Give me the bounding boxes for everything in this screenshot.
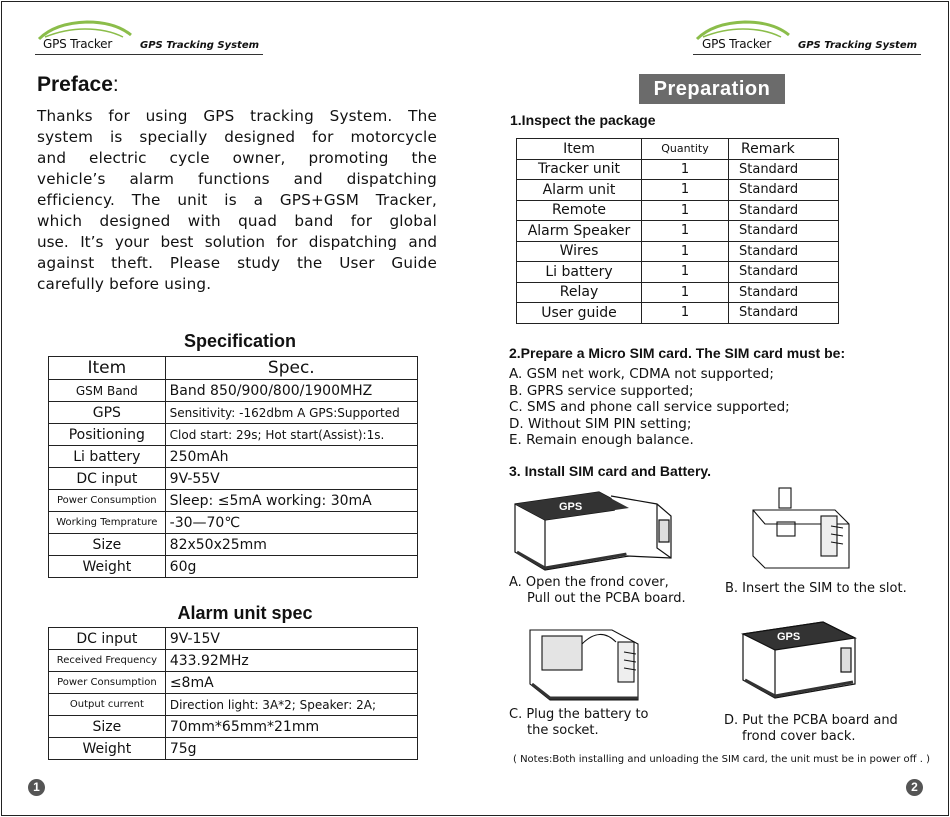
list-item: A. GSM net work, CDMA not supported; [509,366,774,382]
table-row [517,241,839,262]
alarm-value: 70mm*65mm*21mm [165,716,417,738]
preface-text [37,106,437,295]
step2-title: 2.Prepare a Micro SIM card. The SIM card must be: [509,345,846,361]
caption-d-line1: D. Put the PCBA board and [724,713,898,728]
spec-value: 9V-55V [165,468,417,490]
spec-item: DC input [49,468,166,490]
package-remark: Standard [729,303,839,324]
caption-d-line2: frond cover back. [742,729,856,744]
table-row [517,282,839,303]
package-quantity: 1 [642,262,729,283]
caption-a-line1: A. Open the frond cover, [509,575,669,590]
table-row [49,650,418,672]
table-row [49,694,418,716]
illustration-open-cover [507,486,677,578]
package-item: Li battery [517,262,642,283]
sim-requirements-list [509,366,790,449]
spec-value: 82x50x25mm [165,534,417,556]
table-row [49,490,418,512]
page-number-right: 2 [906,779,923,796]
alarm-item: Output current [49,694,166,716]
table-row [49,424,418,446]
brand-text: GPS Tracker [43,37,113,51]
caption-b: B. Insert the SIM to the slot. [725,581,907,596]
package-header-item: Item [517,139,642,160]
alarm-value: 75g [165,738,417,760]
preparation-banner: Preparation [639,74,785,104]
package-remark: Standard [729,200,839,221]
package-item: User guide [517,303,642,324]
spec-item: Size [49,534,166,556]
spec-header-item: Item [49,357,166,380]
preface-title: Preface: [37,73,119,96]
table-row [49,628,418,650]
preface-line: Thanks for using GPS tracking System. The [37,107,437,125]
step1-title: 1.Inspect the package [510,112,656,128]
table-row [49,738,418,760]
alarm-item: Power Consumption [49,672,166,694]
alarm-item: Size [49,716,166,738]
package-header-remark: Remark [729,139,839,160]
spec-item: Power Consumption [49,490,166,512]
package-quantity: 1 [642,159,729,180]
header-logo-right [693,17,933,57]
package-remark: Standard [729,262,839,283]
package-item: Alarm Speaker [517,221,642,242]
table-row [49,446,418,468]
list-item: B. GPRS service supported; [509,382,694,399]
page-number-left: 1 [28,779,45,796]
illustration-closed-device [737,618,867,710]
illustration-insert-sim [735,486,865,578]
preface-line: and electric cycle owner, promoting the [37,149,437,167]
spec-item: Li battery [49,446,166,468]
list-item: E. Remain enough balance. [509,432,694,448]
package-quantity: 1 [642,221,729,242]
caption-d [724,713,898,745]
spec-item: Weight [49,556,166,578]
package-item: Alarm unit [517,180,642,201]
package-header-quantity: Quantity [642,139,729,160]
spec-header-spec: Spec. [165,357,417,380]
alarm-spec-title: Alarm unit spec [177,603,313,623]
caption-a [509,575,686,607]
spec-value: Band 850/900/800/1900MHZ [165,380,417,402]
package-remark: Standard [729,282,839,303]
preface-line: system is specially designed for motorcycle [37,128,437,146]
table-row [517,139,839,160]
alarm-value: ≤8mA [165,672,417,694]
table-row [517,159,839,180]
spec-item: Positioning [49,424,166,446]
step3-title: 3. Install SIM card and Battery. [509,463,712,479]
table-row [517,180,839,201]
table-row [49,357,418,380]
specification-table [48,356,418,578]
caption-a-line2: Pull out the PCBA board. [527,591,686,606]
package-remark: Standard [729,221,839,242]
package-quantity: 1 [642,241,729,262]
caption-c [509,707,649,739]
package-quantity: 1 [642,180,729,201]
alarm-spec-table [48,627,418,760]
package-item: Tracker unit [517,159,642,180]
table-row [49,380,418,402]
list-item: D. Without SIM PIN setting; [509,415,692,432]
table-row [49,556,418,578]
spec-value: 250mAh [165,446,417,468]
gps-device-label: GPS [559,501,583,513]
preface-line: use. It’s your best solution for dispatching and [37,233,437,251]
spec-value: Sleep: ≤5mA working: 30mA [165,490,417,512]
preface-line: against theft. Please study the User Guide [37,254,437,272]
spec-item: GSM Band [49,380,166,402]
package-remark: Standard [729,241,839,262]
preface-line: vehicle’s alarm functions and dispatching [37,170,437,188]
table-row [517,221,839,242]
table-row [49,402,418,424]
spec-item: Working Temprature [49,512,166,534]
brand-text: GPS Tracker [702,37,772,51]
alarm-item: Weight [49,738,166,760]
package-remark: Standard [729,180,839,201]
list-item: C. SMS and phone call service supported; [509,399,790,415]
specification-title: Specification [183,331,297,351]
table-row [49,534,418,556]
header-logo-left [35,17,275,57]
table-row [517,262,839,283]
gps-device-label: GPS [777,631,801,643]
system-text: GPS Tracking System [140,40,260,51]
table-row [49,512,418,534]
alarm-item: DC input [49,628,166,650]
caption-c-line1: C. Plug the battery to [509,707,649,722]
illustration-plug-battery [520,620,655,708]
package-table [516,138,839,324]
installation-note: ( Notes:Both installing and unloading the SIM card, the unit must be in power off . ) [513,754,931,765]
table-row [49,468,418,490]
preface-line: efficiency. The unit is a GPS+GSM Tracker, [37,191,437,209]
alarm-value: 9V-15V [165,628,417,650]
package-quantity: 1 [642,200,729,221]
preface-line: carefully before using. [37,275,212,293]
package-item: Wires [517,241,642,262]
package-item: Remote [517,200,642,221]
spec-value: Sensitivity: -162dbm A GPS:Supported [165,402,417,424]
alarm-value: Direction light: 3A*2; Speaker: 2A; [165,694,417,716]
table-row [49,672,418,694]
package-quantity: 1 [642,303,729,324]
header-rule-left [35,54,263,55]
package-quantity: 1 [642,282,729,303]
preface-line: which designed with quad band for global [37,212,437,230]
table-row [49,716,418,738]
alarm-value: 433.92MHz [165,650,417,672]
package-remark: Standard [729,159,839,180]
table-row [517,200,839,221]
spec-value: -30—70℃ [165,512,417,534]
alarm-item: Received Frequency [49,650,166,672]
spec-item: GPS [49,402,166,424]
header-rule-right [693,54,921,55]
spec-value: 60g [165,556,417,578]
package-item: Relay [517,282,642,303]
spec-value: Clod start: 29s; Hot start(Assist):1s. [165,424,417,446]
system-text: GPS Tracking System [798,40,918,51]
table-row [517,303,839,324]
caption-c-line2: the socket. [527,723,599,738]
